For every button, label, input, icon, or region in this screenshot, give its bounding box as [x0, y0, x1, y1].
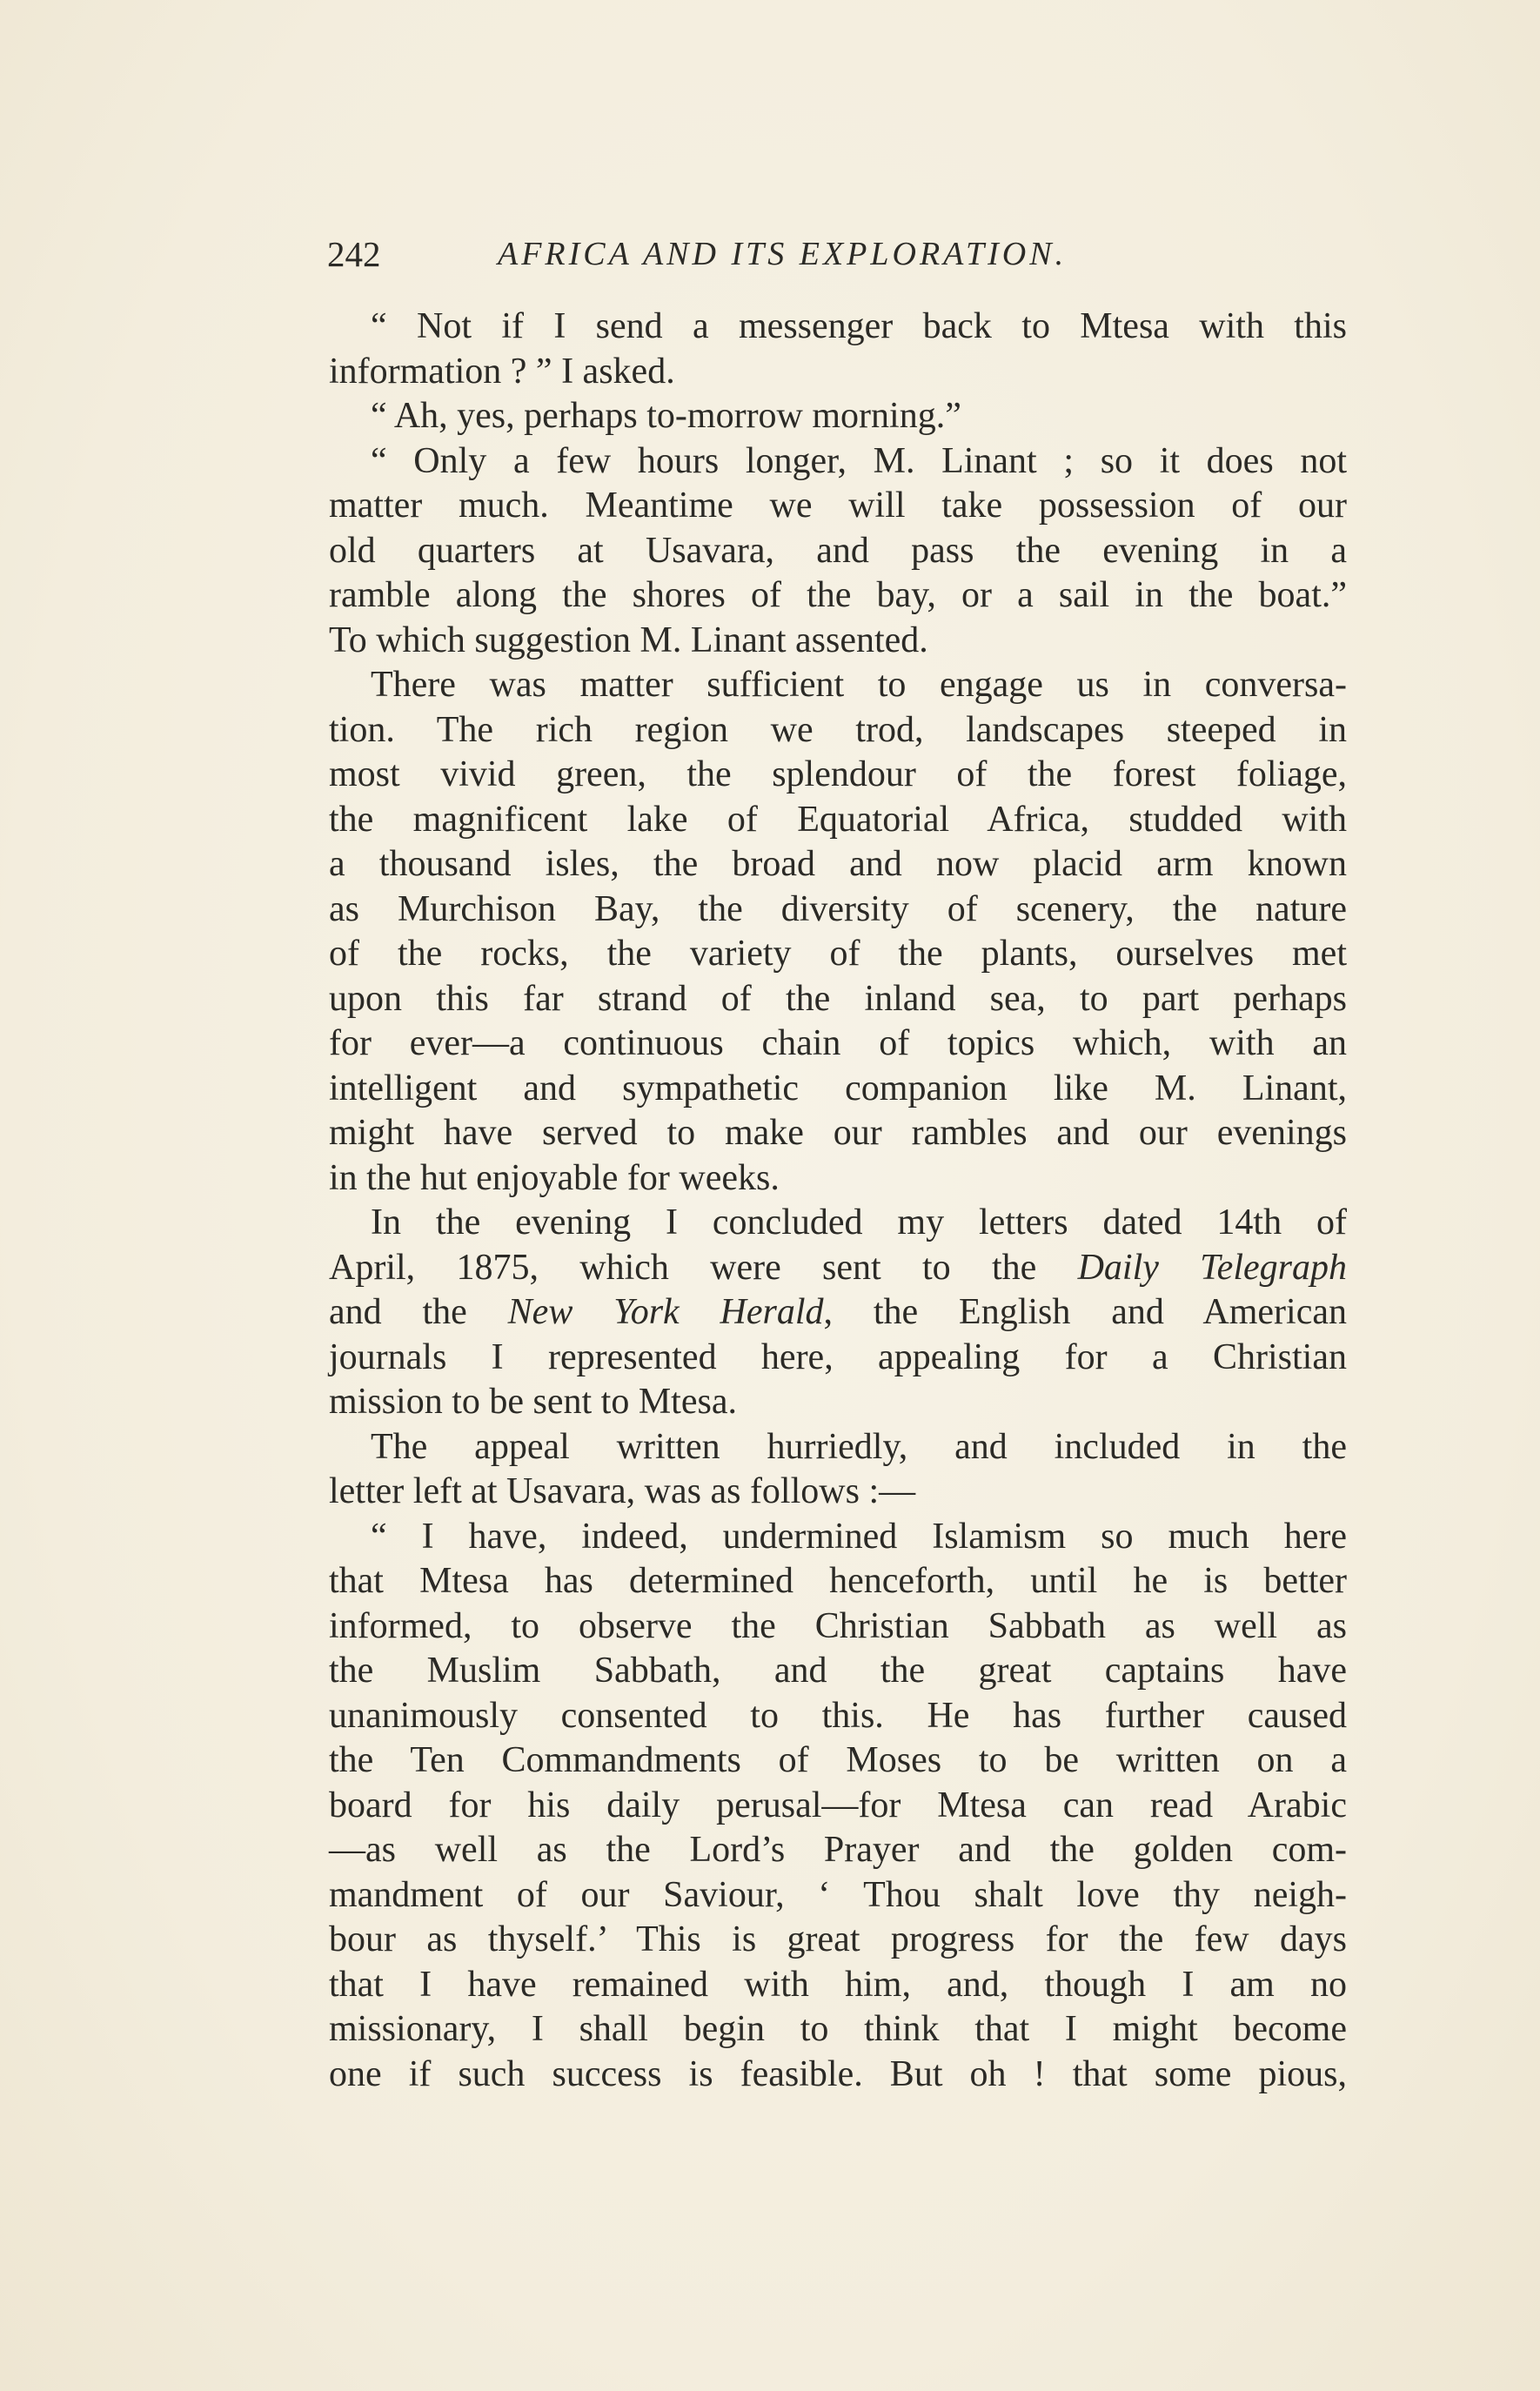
running-title: AFRICA AND ITS EXPLORATION.: [498, 236, 1068, 272]
text-line: one if such success is feasible. But oh ! that some pious,: [329, 2053, 1347, 2094]
text-line: “ I have, indeed, undermined Islamism so much here: [371, 1516, 1347, 1557]
text-line: informed, to observe the Christian Sabbath as well as: [329, 1605, 1347, 1646]
text-line: mission to be sent to Mtesa.: [329, 1382, 737, 1422]
italic-title: Daily Telegraph: [1077, 1247, 1347, 1288]
text-line: information ? ” I asked.: [329, 351, 675, 392]
text-line: ramble along the shores of the bay, or a sail in the boat.”: [329, 575, 1347, 615]
text-line: mandment of our Saviour, ‘ Thou shalt love thy neigh-: [329, 1874, 1347, 1915]
text-fragment: , the English and American: [823, 1292, 1347, 1332]
text-line: the magnificent lake of Equatorial Africa, studded with: [329, 799, 1347, 840]
page-header: [327, 228, 1328, 280]
text-line: The appeal written hurriedly, and included in the: [371, 1426, 1347, 1467]
text-line: To which suggestion M. Linant assented.: [329, 620, 928, 660]
text-line: tion. The rich region we trod, landscapes steeped in: [329, 709, 1347, 750]
text-line: “ Only a few hours longer, M. Linant ; so it does not: [371, 440, 1347, 481]
text-line: letter left at Usavara, was as follows :—: [329, 1471, 916, 1511]
text-line: [329, 1290, 1347, 1336]
text-line: might have served to make our rambles and our evenings: [329, 1113, 1347, 1153]
text-line: “ Not if I send a messenger back to Mtesa with this: [371, 306, 1347, 346]
text-line: in the hut enjoyable for weeks.: [329, 1157, 780, 1198]
text-line: journals I represented here, appealing for a Christian: [329, 1336, 1347, 1377]
text-line: the Ten Commandments of Moses to be written on a: [329, 1740, 1347, 1780]
text-line: that I have remained with him, and, though I am no: [329, 1964, 1347, 2005]
text-line: as Murchison Bay, the diversity of scenery, the nature: [329, 888, 1347, 929]
text-line: board for his daily perusal—for Mtesa can read Arabic: [329, 1785, 1347, 1825]
text-line: upon this far strand of the inland sea, to part perhaps: [329, 978, 1347, 1019]
text-line: matter much. Meantime we will take possession of our: [329, 486, 1347, 526]
text-line: of the rocks, the variety of the plants, ourselves met: [329, 934, 1347, 974]
text-line: unanimously consented to this. He has further caused: [329, 1695, 1347, 1736]
text-line: for ever—a continuous chain of topics which, with an: [329, 1023, 1347, 1063]
text-fragment: and the: [329, 1292, 508, 1332]
text-line: that Mtesa has determined henceforth, until he is better: [329, 1561, 1347, 1601]
text-line: bour as thyself.’ This is great progress for the few days: [329, 1919, 1347, 1959]
text-line: “ Ah, yes, perhaps to-morrow morning.”: [371, 396, 961, 436]
text-line: —as well as the Lord’s Prayer and the golden com-: [329, 1830, 1347, 1870]
text-line: old quarters at Usavara, and pass the evening in a: [329, 530, 1347, 571]
page-number: 242: [327, 234, 381, 274]
text-line: intelligent and sympathetic companion like M. Linant,: [329, 1068, 1347, 1108]
text-line: missionary, I shall begin to think that I might become: [329, 2009, 1347, 2049]
text-line: There was matter sufficient to engage us in conversa-: [371, 665, 1347, 705]
text-line: most vivid green, the splendour of the forest foliage,: [329, 754, 1347, 794]
text-line: the Muslim Sabbath, and the great captains have: [329, 1651, 1347, 1691]
text-line: [329, 1246, 1347, 1291]
text-fragment: April, 1875, which were sent to the: [329, 1247, 1078, 1288]
text-line: In the evening I concluded my letters dated 14th of: [371, 1202, 1347, 1242]
body-text: [329, 305, 1347, 2097]
text-line: a thousand isles, the broad and now placid arm known: [329, 844, 1347, 884]
italic-title: New York Herald: [507, 1292, 824, 1332]
